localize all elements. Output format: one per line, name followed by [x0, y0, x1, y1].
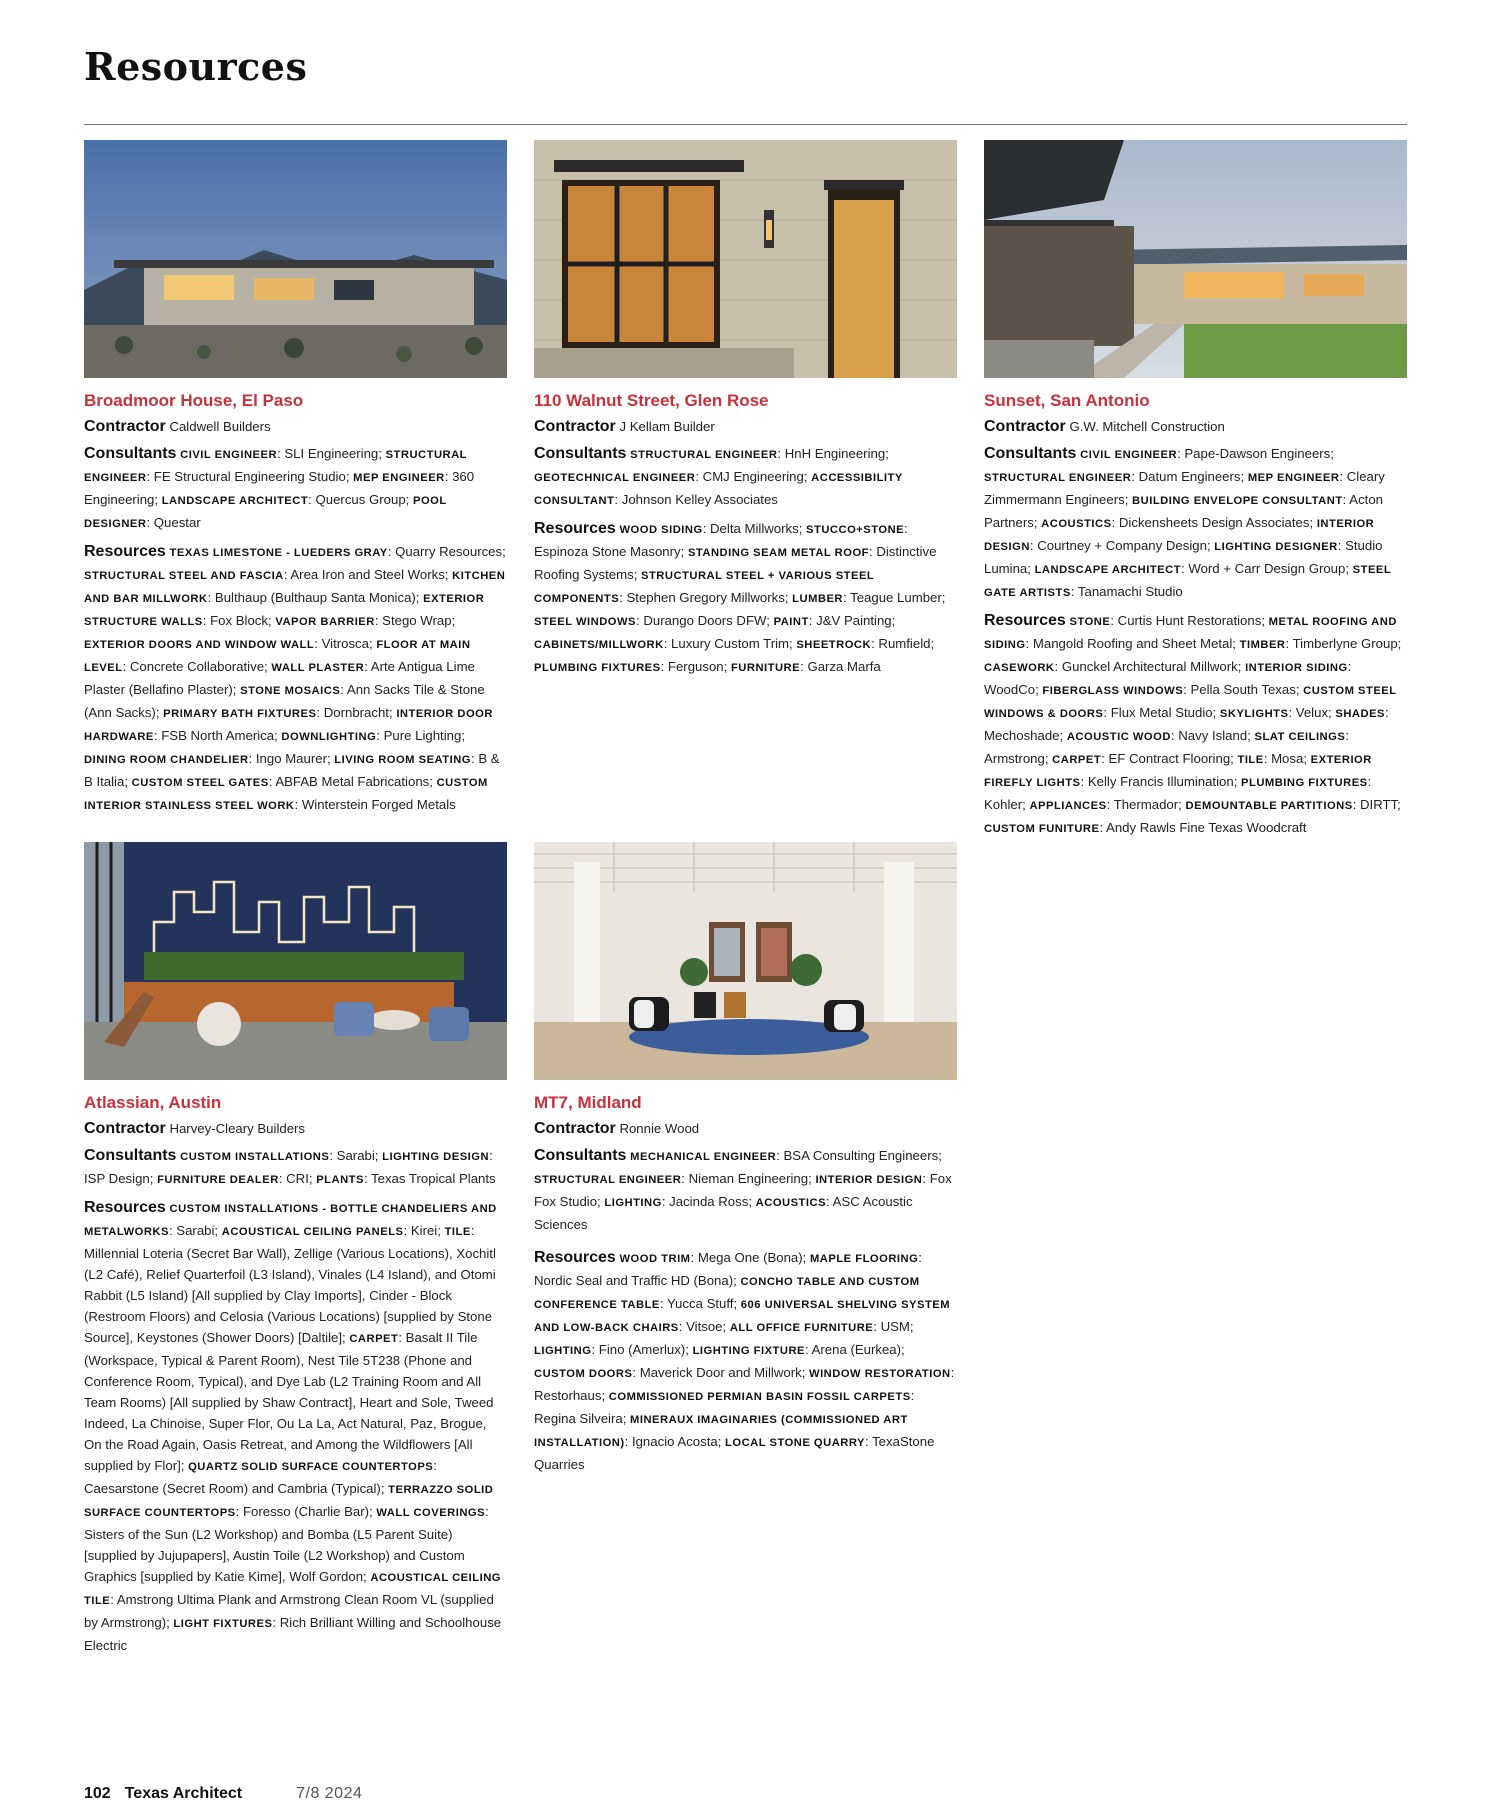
item-category: MEP ENGINEER: [353, 472, 445, 484]
item-category: STONE: [1069, 616, 1111, 628]
item-value: Quercus Group: [315, 492, 406, 507]
item-category: STONE MOSAICS: [240, 685, 341, 697]
photo-sunset-san-antonio: [984, 140, 1407, 378]
item-category: EXTERIOR DOORS AND WINDOW WALL: [84, 639, 315, 651]
item-value: J&V Painting: [816, 613, 892, 628]
item-value: Amstrong Ultima Plank and Armstrong Clean Room VL (supplied by Armstrong): [84, 1592, 494, 1630]
item-value: Stego Wrap: [382, 613, 452, 628]
item-category: CUSTOM DOORS: [534, 1368, 633, 1380]
contractor-line: [534, 1118, 957, 1139]
item-category: ACCESSIBILITY CONSULTANT: [534, 472, 903, 507]
item-value: Armstrong: [984, 751, 1045, 766]
item-value: Espinoza Stone Masonry: [534, 544, 681, 559]
issue-date: 7/8 2024: [296, 1785, 363, 1802]
item-category: MECHANICAL ENGINEER: [630, 1151, 777, 1163]
item-category: PAINT: [773, 616, 809, 628]
item-category: LIGHTING DESIGN: [382, 1151, 490, 1163]
contractor-line: [84, 416, 507, 437]
resources-list: TEXAS LIMESTONE - LUEDERS GRAY: Quarry Resources; STRUCTURAL STEEL AND FASCIA: Area Iron and Steel Works; KITCHEN AND BAR MILLWORK: Bulthaup (Bulthaup Santa Monica); EXTERIOR STRUCTURE WALLS: Fox Block; VAPOR BARRIER: Stego Wrap; EXTERIOR DOORS AND WINDOW WALL: Vitrosca; FLOOR AT MAIN LEVEL: Concrete Collaborative; WALL PLASTER: Arte Antigua Lime Plaster (Bellafino Plaster); STONE MOSAICS: Ann Sacks Tile & Stone (Ann Sacks); PRIMARY BATH FIXTURES: Dornbracht; INTERIOR DOOR HARDWARE: FSB North America; DOWNLIGHTING: Pure Lighting; DINING ROOM CHANDELIER: Ingo Maurer; LIVING ROOM SEATING: B & B Italia; CUSTOM STEEL GATES: ABFAB Metal Fabrications; CUSTOM INTERIOR STAINLESS STEEL WORK: Winterstein Forged Metals: [84, 544, 506, 812]
item-value: Kohler: [984, 797, 1023, 812]
item-category: EXTERIOR STRUCTURE WALLS: [84, 593, 485, 628]
item-category: VAPOR BARRIER: [275, 616, 375, 628]
item-value: Questar: [153, 515, 201, 530]
item-value: TexaStone Quarries: [534, 1434, 935, 1472]
item-value: Delta Millworks: [710, 521, 799, 536]
project-title: Sunset, San Antonio: [984, 391, 1150, 410]
consultants-list: CUSTOM INSTALLATIONS: Sarabi; LIGHTING DESIGN: ISP Design; FURNITURE DEALER: CRI; PLANTS: Texas Tropical Plants: [84, 1148, 496, 1186]
item-category: WALL PLASTER: [271, 662, 365, 674]
item-category: ACOUSTICAL CEILING PANELS: [221, 1226, 404, 1238]
item-category: LIVING ROOM SEATING: [334, 754, 472, 766]
item-value: Cleary Zimmermann Engineers: [984, 469, 1385, 507]
item-value: Yucca Stuff: [666, 1296, 734, 1311]
project-title: 110 Walnut Street, Glen Rose: [534, 391, 769, 410]
item-category: CIVIL ENGINEER: [180, 449, 278, 461]
item-category: MEP ENGINEER: [1247, 472, 1340, 484]
item-value: Mangold Roofing and Sheet Metal: [1032, 636, 1233, 651]
resources-list: STONE: Curtis Hunt Restorations; METAL ROOFING AND SIDING: Mangold Roofing and Sheet Metal; TIMBER: Timberlyne Group; CASEWORK: Gunckel Architectural Millwork; INTERIOR SIDING: WoodCo; FIBERGLASS WINDOWS: Pella South Texas; CUSTOM STEEL WINDOWS & DOORS: Flux Metal Studio; SKYLIGHTS: Velux; SHADES: Mechoshade; ACOUSTIC WOOD: Navy Island; SLAT CEILINGS: Armstrong; CARPET: EF Contract Flooring; TILE: Mosa; EXTERIOR FIREFLY LIGHTS: Kelly Francis Illumination; PLUMBING FIXTURES: Kohler; APPLIANCES: Thermador; DEMOUNTABLE PARTITIONS: DIRTT; CUSTOM FUNITURE: Andy Rawls Fine Texas Woodcraft: [984, 613, 1402, 835]
project-title: MT7, Midland: [534, 1093, 642, 1112]
item-value: Luxury Custom Trim: [671, 636, 790, 651]
item-category: CARPET: [349, 1333, 399, 1345]
contractor-label: Contractor: [984, 418, 1066, 435]
page-footer: [84, 1785, 362, 1803]
item-value: Navy Island: [1178, 728, 1248, 743]
item-category: LIGHTING FIXTURE: [692, 1345, 805, 1357]
item-category: STANDING SEAM METAL ROOF: [687, 547, 869, 559]
item-category: POOL DESIGNER: [84, 495, 447, 530]
item-value: Vitsoe: [686, 1319, 723, 1334]
title-divider: [84, 124, 1407, 125]
item-value: Acton Partners: [984, 492, 1384, 530]
item-value: Velux: [1295, 705, 1329, 720]
item-value: Sarabi: [176, 1223, 215, 1238]
consultants-label: Consultants: [534, 445, 627, 462]
item-value: Concrete Collaborative: [129, 659, 265, 674]
photo-atlassian-austin: [84, 842, 507, 1080]
item-category: PLUMBING FIXTURES: [534, 662, 661, 674]
consultants-list: STRUCTURAL ENGINEER: HnH Engineering; GEOTECHNICAL ENGINEER: CMJ Engineering; ACCESSIBILITY CONSULTANT: Johnson Kelley Associates: [534, 446, 903, 507]
item-category: GEOTECHNICAL ENGINEER: [534, 472, 696, 484]
item-category: LIGHTING DESIGNER: [1214, 541, 1338, 553]
item-category: INTERIOR DESIGN: [984, 518, 1375, 553]
item-category: 606 UNIVERSAL SHELVING SYSTEM AND LOW-BACK CHAIRS: [534, 1299, 951, 1334]
item-value: Kirei: [410, 1223, 438, 1238]
item-value: Ann Sacks Tile & Stone (Ann Sacks): [84, 682, 485, 720]
resources-block: [84, 1197, 507, 1656]
item-value: Dickensheets Design Associates: [1118, 515, 1310, 530]
item-category: TILE: [444, 1226, 471, 1238]
item-category: CUSTOM STEEL GATES: [131, 777, 269, 789]
item-value: Kelly Francis Illumination: [1087, 774, 1234, 789]
item-value: EF Contract Flooring: [1108, 751, 1231, 766]
item-category: INTERIOR DESIGN: [815, 1174, 923, 1186]
item-category: WALL COVERINGS: [376, 1507, 486, 1519]
item-category: QUARTZ SOLID SURFACE COUNTERTOPS: [188, 1461, 434, 1473]
item-category: CUSTOM INSTALLATIONS: [180, 1151, 330, 1163]
resources-block: [534, 1247, 957, 1475]
project-atlassian: [84, 842, 507, 1656]
item-value: DIRTT: [1360, 797, 1398, 812]
item-category: EXTERIOR FIREFLY LIGHTS: [984, 754, 1372, 789]
item-value: Restorhaus: [534, 1388, 602, 1403]
item-value: Sisters of the Sun (L2 Workshop) and Bomba (L5 Parent Suite) [supplied by Jujupapers], Austin Toile (L2 Workshop) and Custom Graphics [supplied by Katie Kime], Wolf Gordon: [84, 1527, 465, 1584]
item-value: Rumfield: [878, 636, 931, 651]
item-category: STRUCTURAL STEEL AND FASCIA: [84, 570, 284, 582]
item-category: LANDSCAPE ARCHITECT: [1034, 564, 1182, 576]
item-category: CUSTOM STEEL WINDOWS & DOORS: [984, 685, 1397, 720]
item-value: Nordic Seal and Traffic HD (Bona): [534, 1273, 734, 1288]
resources-label: Resources: [534, 1249, 616, 1266]
item-value: Bulthaup (Bulthaup Santa Monica): [214, 590, 416, 605]
item-category: TILE: [1237, 754, 1264, 766]
item-value: Thermador: [1113, 797, 1179, 812]
item-category: CONCHO TABLE AND CUSTOM CONFERENCE TABLE: [534, 1276, 920, 1311]
item-category: DEMOUNTABLE PARTITIONS: [1185, 800, 1353, 812]
item-category: TERRAZZO SOLID SURFACE COUNTERTOPS: [84, 1484, 494, 1519]
item-value: Ferguson: [667, 659, 724, 674]
contractor-label: Contractor: [84, 1120, 166, 1137]
project-110-walnut: [534, 140, 957, 679]
item-value: Pape-Dawson Engineers: [1184, 446, 1331, 461]
consultants-block: [84, 443, 507, 535]
contractor-value: G.W. Mitchell Construction: [1069, 419, 1225, 434]
item-category: LIGHTING: [534, 1345, 592, 1357]
item-category: SLAT CEILINGS: [1254, 731, 1346, 743]
consultants-list: CIVIL ENGINEER: Pape-Dawson Engineers; STRUCTURAL ENGINEER: Datum Engineers; MEP ENGINEER: Cleary Zimmermann Engineers; BUILDING ENVELOPE CONSULTANT: Acton Partners; ACOUSTICS: Dickensheets Design Associates; INTERIOR DESIGN: Courtney + Company Design; LIGHTING DESIGNER: Studio Lumina; LANDSCAPE ARCHITECT: Word + Carr Design Group; STEEL GATE ARTISTS: Tanamachi Studio: [984, 446, 1392, 599]
item-category: INTERIOR DOOR HARDWARE: [84, 708, 493, 743]
resources-list: WOOD SIDING: Delta Millworks; STUCCO+STONE: Espinoza Stone Masonry; STANDING SEAM METAL ROOF: Distinctive Roofing Systems; STRUCTURAL STEEL + VARIOUS STEEL COMPONENTS: Stephen Gregory Millworks; LUMBER: Teague Lumber; STEEL WINDOWS: Durango Doors DFW; PAINT: J&V Painting; CABINETS/MILLWORK: Luxury Custom Trim; SHEETROCK: Rumfield; PLUMBING FIXTURES: Ferguson; FURNITURE: Garza Marfa: [534, 521, 946, 674]
consultants-list: MECHANICAL ENGINEER: BSA Consulting Engineers; STRUCTURAL ENGINEER: Nieman Engineering; INTERIOR DESIGN: Fox Fox Studio; LIGHTING: Jacinda Ross; ACOUSTICS: ASC Acoustic Sciences: [534, 1148, 952, 1232]
item-value: Word + Carr Design Group: [1188, 561, 1346, 576]
item-value: Winterstein Forged Metals: [301, 797, 456, 812]
item-value: Caesarstone (Secret Room) and Cambria (Typical): [84, 1481, 381, 1496]
item-value: Mosa: [1271, 751, 1304, 766]
consultants-block: [84, 1145, 507, 1191]
item-value: USM: [880, 1319, 910, 1334]
item-category: CARPET: [1052, 754, 1102, 766]
item-value: Fox Block: [210, 613, 268, 628]
item-value: Maverick Door and Millwork: [639, 1365, 802, 1380]
item-category: TEXAS LIMESTONE - LUEDERS GRAY: [169, 547, 388, 559]
item-value: Distinctive Roofing Systems: [534, 544, 937, 582]
item-category: FLOOR AT MAIN LEVEL: [84, 639, 471, 674]
item-value: FSB North America: [161, 728, 275, 743]
item-value: Studio Lumina: [984, 538, 1383, 576]
consultants-label: Consultants: [84, 445, 177, 462]
contractor-line: [84, 1118, 507, 1139]
item-value: Area Iron and Steel Works: [290, 567, 445, 582]
item-category: STRUCTURAL STEEL + VARIOUS STEEL COMPONENTS: [534, 570, 875, 605]
item-category: METAL ROOFING AND SIDING: [984, 616, 1397, 651]
item-value: Teague Lumber: [850, 590, 942, 605]
item-value: ISP Design: [84, 1171, 150, 1186]
item-category: CABINETS/MILLWORK: [534, 639, 664, 651]
item-value: CMJ Engineering: [702, 469, 804, 484]
contractor-label: Contractor: [534, 418, 616, 435]
resources-label: Resources: [84, 1199, 166, 1216]
item-value: BSA Consulting Engineers: [783, 1148, 939, 1163]
item-value: HnH Engineering: [784, 446, 886, 461]
item-category: ACOUSTICAL CEILING TILE: [84, 1572, 501, 1607]
item-category: STUCCO+STONE: [806, 524, 905, 536]
item-value: Arte Antigua Lime Plaster (Bellafino Plaster): [84, 659, 475, 697]
item-category: WOOD TRIM: [619, 1253, 691, 1265]
item-category: ALL OFFICE FURNITURE: [729, 1322, 874, 1334]
consultants-list: CIVIL ENGINEER: SLI Engineering; STRUCTURAL ENGINEER: FE Structural Engineering Studio; MEP ENGINEER: 360 Engineering; LANDSCAPE ARCHITECT: Quercus Group; POOL DESIGNER: Questar: [84, 446, 475, 530]
item-category: ACOUSTICS: [755, 1197, 827, 1209]
contractor-value: Harvey-Cleary Builders: [169, 1121, 306, 1136]
item-value: Mechoshade: [984, 728, 1060, 743]
contractor-value: Caldwell Builders: [169, 419, 271, 434]
item-value: Mega One (Bona): [697, 1250, 803, 1265]
contractor-line: [534, 416, 957, 437]
item-category: ACOUSTIC WOOD: [1066, 731, 1171, 743]
item-category: DINING ROOM CHANDELIER: [84, 754, 249, 766]
item-value: WoodCo: [984, 682, 1036, 697]
resources-block: [84, 541, 507, 817]
item-value: Foresso (Charlie Bar): [242, 1504, 370, 1519]
item-category: COMMISSIONED PERMIAN BASIN FOSSIL CARPETS: [608, 1391, 911, 1403]
contractor-label: Contractor: [534, 1120, 616, 1137]
project-sunset: [984, 140, 1407, 840]
item-category: LUMBER: [792, 593, 844, 605]
item-category: PLANTS: [316, 1174, 364, 1186]
item-category: SHADES: [1335, 708, 1385, 720]
item-value: ABFAB Metal Fabrications: [275, 774, 430, 789]
item-category: CUSTOM INSTALLATIONS - BOTTLE CHANDELIERS AND METALWORKS: [84, 1203, 497, 1238]
item-category: FIBERGLASS WINDOWS: [1042, 685, 1184, 697]
item-category: LIGHT FIXTURES: [173, 1618, 273, 1630]
item-value: Millennial Loteria (Secret Bar Wall), Zellige (Various Locations), Xochitl (L2 Café), Relief Quarterfoil (L3 Island), Vinales (L4 Island), and Otomi Rabbit (L5 Island) [All supplied by Clay Imports], Cinder - Block (Restroom Floors) and Celosia (Various Locations) [supplied by Stone Source], Keystones (Shower Doors) [Daltile]: [84, 1246, 496, 1345]
resources-label: Resources: [984, 612, 1066, 629]
item-category: PRIMARY BATH FIXTURES: [163, 708, 317, 720]
contractor-value: Ronnie Wood: [619, 1121, 700, 1136]
magazine-name: Texas Architect: [124, 1785, 243, 1802]
item-category: MAPLE FLOORING: [809, 1253, 919, 1265]
resources-list: CUSTOM INSTALLATIONS - BOTTLE CHANDELIERS AND METALWORKS: Sarabi; ACOUSTICAL CEILING PANELS: Kirei; TILE: Millennial Loteria (Secret Bar Wall), Zellige (Various Locations), Xochitl (L2 Café), Relief Quarterfoil (L3 Island), Vinales (L4 Island), and Otomi Rabbit (L5 Island) [All supplied by Clay Imports], Cinder - Block (Restroom Floors) and Celosia (Various Locations) [supplied by Stone Source], Keystones (Shower Doors) [Daltile]; CARPET: Basalt II Tile (Workspace, Typical & Parent Room), Nest Tile 5T238 (Phone and Conference Room, Typical), and Dye Lab (L2 Training Room and All Team Rooms) [All supplied by Shaw Contract], Heart and Sole, Tweed Indeed, La Chinoise, Super Flor, Ou La La, Act Natural, Paz, Brogue, On the Road Again, Oasis Retreat, and Among the Wildflowers [All supplied by Flor]; QUARTZ SOLID SURFACE COUNTERTOPS: Caesarstone (Secret Room) and Cambria (Typical); TERRAZZO SOLID SURFACE COUNTERTOPS: Foresso (Charlie Bar); WALL COVERINGS: Sisters of the Sun (L2 Workshop) and Bomba (L5 Parent Suite) [supplied by Jujupapers], Austin Toile (L2 Workshop) and Custom Graphics [supplied by Katie Kime], Wolf Gordon; ACOUSTICAL CEILING TILE: Amstrong Ultima Plank and Armstrong Clean Room VL (supplied by Armstrong); LIGHT FIXTURES: Rich Brilliant Willing and Schoolhouse Electric: [84, 1203, 502, 1653]
item-value: Pella South Texas: [1190, 682, 1296, 697]
item-value: Nieman Engineering: [688, 1171, 809, 1186]
consultants-label: Consultants: [534, 1147, 627, 1164]
item-category: SHEETROCK: [796, 639, 872, 651]
item-value: Johnson Kelley Associates: [621, 492, 778, 507]
item-category: LANDSCAPE ARCHITECT: [161, 495, 309, 507]
item-category: CUSTOM INTERIOR STAINLESS STEEL WORK: [84, 777, 488, 812]
item-value: Datum Engineers: [1138, 469, 1241, 484]
resources-label: Resources: [534, 520, 616, 537]
item-category: FURNITURE DEALER: [157, 1174, 279, 1186]
item-category: STEEL WINDOWS: [534, 616, 637, 628]
item-category: KITCHEN AND BAR MILLWORK: [84, 570, 506, 605]
item-value: 360 Engineering: [84, 469, 475, 507]
item-category: CUSTOM FUNITURE: [984, 823, 1100, 835]
item-value: Flux Metal Studio: [1110, 705, 1213, 720]
item-category: LOCAL STONE QUARRY: [725, 1437, 865, 1449]
item-category: DOWNLIGHTING: [281, 731, 377, 743]
item-value: Rich Brilliant Willing and Schoolhouse Electric: [84, 1615, 502, 1653]
item-value: Sarabi: [336, 1148, 375, 1163]
item-category: TIMBER: [1239, 639, 1286, 651]
item-category: STRUCTURAL ENGINEER: [84, 449, 467, 484]
contractor-value: J Kellam Builder: [619, 419, 715, 434]
consultants-block: [534, 1145, 957, 1235]
item-value: ASC Acoustic Sciences: [534, 1194, 913, 1232]
item-value: Basalt II Tile (Workspace, Typical & Parent Room), Nest Tile 5T238 (Phone and Conference Room, Typical), and Dye Lab (L2 Training Room and All Team Rooms) [All supplied by Shaw Contract], Heart and Sole, Tweed Indeed, La Chinoise, Super Flor, Ou La La, Act Natural, Paz, Brogue, On the Road Again, Oasis Retreat, and Among the Wildflowers [All supplied by Flor]: [84, 1330, 494, 1473]
item-category: MINERAUX IMAGINARIES (COMMISSIONED ART INSTALLATION): [534, 1414, 908, 1449]
project-mt7: [534, 842, 957, 1475]
item-value: FE Structural Engineering Studio: [153, 469, 346, 484]
item-value: Garza Marfa: [807, 659, 881, 674]
item-value: SLI Engineering: [284, 446, 379, 461]
item-value: Gunckel Architectural Millwork: [1061, 659, 1238, 674]
item-value: Ingo Maurer: [255, 751, 327, 766]
item-value: Texas Tropical Plants: [371, 1171, 496, 1186]
item-category: WINDOW RESTORATION: [809, 1368, 951, 1380]
resources-list: WOOD TRIM: Mega One (Bona); MAPLE FLOORING: Nordic Seal and Traffic HD (Bona); CONCHO TABLE AND CUSTOM CONFERENCE TABLE: Yucca Stuff; 606 UNIVERSAL SHELVING SYSTEM AND LOW-BACK CHAIRS: Vitsoe; ALL OFFICE FURNITURE: USM; LIGHTING: Fino (Amerlux); LIGHTING FIXTURE: Arena (Eurkea); CUSTOM DOORS: Maverick Door and Millwork; WINDOW RESTORATION: Restorhaus; COMMISSIONED PERMIAN BASIN FOSSIL CARPETS: Regina Silveira; MINERAUX IMAGINARIES (COMMISSIONED ART INSTALLATION): Ignacio Acosta; LOCAL STONE QUARRY: TexaStone Quarries: [534, 1250, 955, 1472]
resources-label: Resources: [84, 543, 166, 560]
item-category: APPLIANCES: [1029, 800, 1107, 812]
item-category: INTERIOR SIDING: [1245, 662, 1348, 674]
page-number: 102: [84, 1785, 111, 1802]
item-value: Vitrosca: [321, 636, 369, 651]
item-category: SKYLIGHTS: [1219, 708, 1289, 720]
item-category: BUILDING ENVELOPE CONSULTANT: [1132, 495, 1343, 507]
item-category: STRUCTURAL ENGINEER: [984, 472, 1132, 484]
item-category: STEEL GATE ARTISTS: [984, 564, 1392, 599]
contractor-label: Contractor: [84, 418, 166, 435]
item-category: LIGHTING: [604, 1197, 662, 1209]
item-value: Durango Doors DFW: [643, 613, 767, 628]
photo-mt7-midland: [534, 842, 957, 1080]
item-value: Ignacio Acosta: [631, 1434, 718, 1449]
item-value: Stephen Gregory Millworks: [626, 590, 785, 605]
item-category: WOOD SIDING: [619, 524, 703, 536]
item-value: Regina Silveira: [534, 1411, 623, 1426]
consultants-label: Consultants: [984, 445, 1077, 462]
item-category: STRUCTURAL ENGINEER: [630, 449, 778, 461]
item-category: ACOUSTICS: [1041, 518, 1112, 530]
item-value: Pure Lighting: [383, 728, 462, 743]
item-category: PLUMBING FIXTURES: [1241, 777, 1368, 789]
item-value: Arena (Eurkea): [811, 1342, 902, 1357]
resources-block: [534, 518, 957, 679]
project-title: Atlassian, Austin: [84, 1093, 222, 1112]
item-value: Dornbracht: [323, 705, 389, 720]
consultants-block: [534, 443, 957, 512]
item-value: Courtney + Company Design: [1037, 538, 1207, 553]
item-value: Jacinda Ross: [669, 1194, 749, 1209]
item-value: B & B Italia: [84, 751, 500, 789]
item-value: Timberlyne Group: [1292, 636, 1398, 651]
contractor-line: [984, 416, 1407, 437]
project-title: Broadmoor House, El Paso: [84, 391, 304, 410]
consultants-block: [984, 443, 1407, 604]
photo-broadmoor-house: [84, 140, 507, 378]
item-category: STRUCTURAL ENGINEER: [534, 1174, 682, 1186]
item-category: FURNITURE: [730, 662, 801, 674]
item-category: CIVIL ENGINEER: [1080, 449, 1178, 461]
item-value: CRI: [286, 1171, 309, 1186]
consultants-label: Consultants: [84, 1147, 177, 1164]
item-value: Quarry Resources: [395, 544, 503, 559]
item-value: Andy Rawls Fine Texas Woodcraft: [1106, 820, 1307, 835]
item-value: Tanamachi Studio: [1077, 584, 1183, 599]
item-category: CASEWORK: [984, 662, 1055, 674]
item-value: Curtis Hunt Restorations: [1117, 613, 1262, 628]
page-title: Resources: [84, 44, 308, 89]
photo-110-walnut-street: [534, 140, 957, 378]
item-value: Fox Fox Studio: [534, 1171, 952, 1209]
project-broadmoor: [84, 140, 507, 817]
item-value: Fino (Amerlux): [598, 1342, 686, 1357]
resources-block: [984, 610, 1407, 840]
